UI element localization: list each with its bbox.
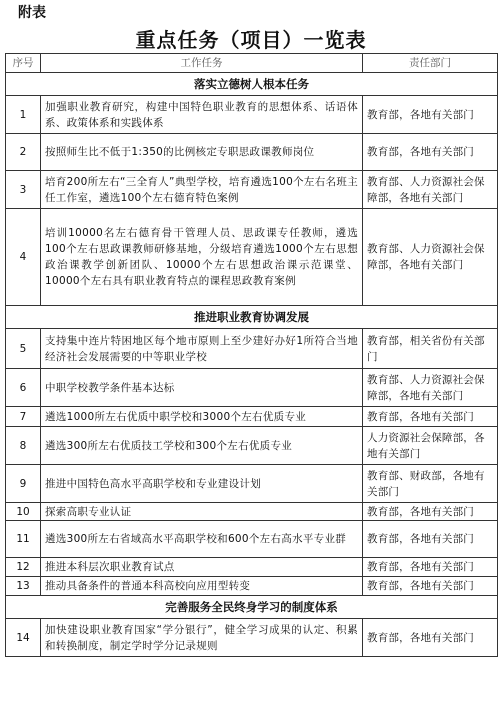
row-no: 12 (6, 558, 41, 577)
section-title: 完善服务全民终身学习的制度体系 (6, 596, 498, 619)
header-task: 工作任务 (41, 54, 363, 73)
row-no: 3 (6, 171, 41, 209)
row-no: 7 (6, 407, 41, 427)
row-task: 中职学校教学条件基本达标 (41, 369, 363, 407)
row-dept: 教育部，各地有关部门 (363, 619, 498, 657)
row-task: 培训10000名左右德育骨干管理人员、思政课专任教师，遴选100个左右思政课教师研修基地，分级培育遴选1000个左右思想政治课教学创新团队、10000个左右思想政治课示范课堂、10000个左右具有职业教育特点的课程思政教育案例 (41, 209, 363, 306)
row-dept: 教育部，各地有关部门 (363, 521, 498, 558)
section-row (6, 73, 498, 96)
row-task: 推进中国特色高水平高职学校和专业建设计划 (41, 465, 363, 503)
section-row (6, 306, 498, 329)
row-dept: 人力资源社会保障部，各地有关部门 (363, 427, 498, 465)
row-dept: 教育部、人力资源社会保障部，各地有关部门 (363, 369, 498, 407)
table-row (6, 465, 498, 503)
row-no: 2 (6, 134, 41, 171)
row-no: 11 (6, 521, 41, 558)
table-row (6, 171, 498, 209)
row-no: 13 (6, 577, 41, 596)
table-row (6, 134, 498, 171)
table-row (6, 521, 498, 558)
row-dept: 教育部，各地有关部门 (363, 96, 498, 134)
row-no: 10 (6, 503, 41, 521)
row-dept: 教育部、人力资源社会保障部，各地有关部门 (363, 171, 498, 209)
row-dept: 教育部、人力资源社会保障部，各地有关部门 (363, 209, 498, 306)
row-no: 1 (6, 96, 41, 134)
row-no: 6 (6, 369, 41, 407)
appendix-label: 附表 (18, 5, 46, 21)
row-dept: 教育部，各地有关部门 (363, 407, 498, 427)
header-no: 序号 (6, 54, 41, 73)
row-task: 遴选1000所左右优质中职学校和3000个左右优质专业 (41, 407, 363, 427)
table-row (6, 503, 498, 521)
row-task: 加快建设职业教育国家“学分银行”，健全学习成果的认定、积累和转换制度，制定学时学分记录规则 (41, 619, 363, 657)
table-row (6, 96, 498, 134)
row-dept: 教育部、财政部，各地有关部门 (363, 465, 498, 503)
task-table (5, 53, 498, 657)
row-task: 培育200所左右“三全育人”典型学校，培育遴选100个左右名班主任工作室，遴选100个左右德育特色案例 (41, 171, 363, 209)
section-row (6, 596, 498, 619)
row-task: 加强职业教育研究，构建中国特色职业教育的思想体系、话语体系、政策体系和实践体系 (41, 96, 363, 134)
row-task: 遴选300所左右优质技工学校和300个左右优质专业 (41, 427, 363, 465)
row-no: 9 (6, 465, 41, 503)
table-row (6, 427, 498, 465)
row-dept: 教育部，相关省份有关部门 (363, 329, 498, 369)
row-no: 8 (6, 427, 41, 465)
table-row (6, 558, 498, 577)
row-task: 支持集中连片特困地区每个地市原则上至少建好办好1所符合当地经济社会发展需要的中等职业学校 (41, 329, 363, 369)
row-no: 4 (6, 209, 41, 306)
header-dept: 责任部门 (363, 54, 498, 73)
table-row (6, 329, 498, 369)
row-no: 14 (6, 619, 41, 657)
table-row (6, 369, 498, 407)
row-no: 5 (6, 329, 41, 369)
table-row (6, 407, 498, 427)
row-dept: 教育部，各地有关部门 (363, 577, 498, 596)
row-dept: 教育部，各地有关部门 (363, 503, 498, 521)
page-title: 重点任务（项目）一览表 (135, 28, 367, 52)
table-row (6, 619, 498, 657)
row-task: 按照师生比不低于1:350的比例核定专职思政课教师岗位 (41, 134, 363, 171)
row-task: 推动具备条件的普通本科高校向应用型转变 (41, 577, 363, 596)
row-dept: 教育部，各地有关部门 (363, 134, 498, 171)
table-header-row (6, 54, 498, 73)
row-dept: 教育部，各地有关部门 (363, 558, 498, 577)
row-task: 探索高职专业认证 (41, 503, 363, 521)
row-task: 推进本科层次职业教育试点 (41, 558, 363, 577)
section-title: 落实立德树人根本任务 (6, 73, 498, 96)
table-row (6, 209, 498, 306)
row-task: 遴选300所左右省域高水平高职学校和600个左右高水平专业群 (41, 521, 363, 558)
section-title: 推进职业教育协调发展 (6, 306, 498, 329)
table-row (6, 577, 498, 596)
